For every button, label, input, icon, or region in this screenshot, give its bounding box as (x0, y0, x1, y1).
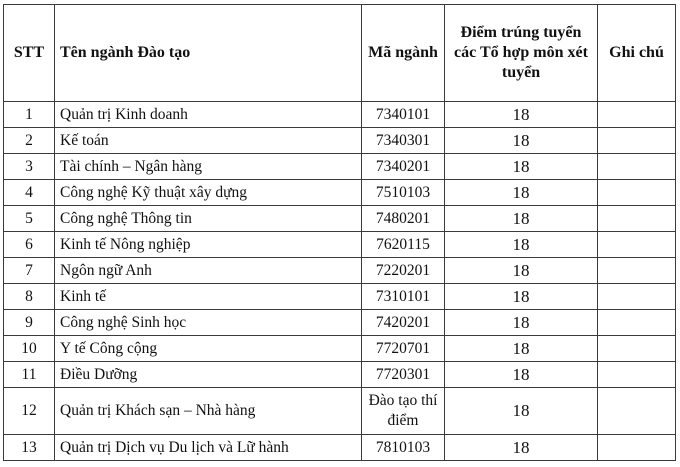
row-major-code: 7220201 (362, 258, 445, 284)
table-row (4, 154, 676, 180)
row-stt: 5 (4, 206, 55, 232)
row-stt: 8 (4, 284, 55, 310)
header-major-name: Tên ngành Đào tạo (55, 5, 362, 102)
row-major-name: Công nghệ Kỹ thuật xây dựng (55, 180, 362, 206)
row-major-name: Tài chính – Ngân hàng (55, 154, 362, 180)
row-admission-score: 18 (445, 206, 598, 232)
row-major-name: Quản trị Khách sạn – Nhà hàng (55, 388, 362, 435)
table-row (4, 284, 676, 310)
row-major-code: 7310101 (362, 284, 445, 310)
header-admission-score: Điểm trúng tuyển các Tổ hợp môn xét tuyển (445, 5, 598, 102)
row-admission-score: 18 (445, 388, 598, 435)
row-note (598, 284, 676, 310)
row-note (598, 388, 676, 435)
row-major-code: 7340101 (362, 102, 445, 128)
row-note (598, 258, 676, 284)
table-row (4, 435, 676, 461)
row-major-code: 7340201 (362, 154, 445, 180)
row-major-name: Quản trị Kinh doanh (55, 102, 362, 128)
table-row (4, 180, 676, 206)
row-stt: 2 (4, 128, 55, 154)
row-note (598, 154, 676, 180)
row-major-code: 7420201 (362, 310, 445, 336)
row-stt: 12 (4, 388, 55, 435)
row-admission-score: 18 (445, 102, 598, 128)
row-admission-score: 18 (445, 362, 598, 388)
row-admission-score: 18 (445, 310, 598, 336)
table-row (4, 362, 676, 388)
row-major-code: 7720701 (362, 336, 445, 362)
table-row (4, 258, 676, 284)
row-major-code: 7720301 (362, 362, 445, 388)
table-body (4, 102, 676, 461)
row-note (598, 128, 676, 154)
row-note (598, 102, 676, 128)
header-major-code: Mã ngành (362, 5, 445, 102)
table-row (4, 310, 676, 336)
row-note (598, 232, 676, 258)
row-admission-score: 18 (445, 154, 598, 180)
row-note (598, 180, 676, 206)
row-major-code: 7340301 (362, 128, 445, 154)
row-major-name: Ngôn ngữ Anh (55, 258, 362, 284)
row-note (598, 206, 676, 232)
row-major-code: 7810103 (362, 435, 445, 461)
table-row (4, 206, 676, 232)
row-stt: 1 (4, 102, 55, 128)
row-major-code: 7620115 (362, 232, 445, 258)
row-major-name: Công nghệ Thông tin (55, 206, 362, 232)
row-note (598, 362, 676, 388)
header-note: Ghi chú (598, 5, 676, 102)
row-major-code: Đào tạo thí điểm (362, 388, 445, 435)
row-stt: 7 (4, 258, 55, 284)
table-row (4, 388, 676, 435)
row-admission-score: 18 (445, 258, 598, 284)
header-stt: STT (4, 5, 55, 102)
admissions-score-table (3, 4, 676, 461)
row-note (598, 435, 676, 461)
row-major-name: Kinh tế Nông nghiệp (55, 232, 362, 258)
table-row (4, 128, 676, 154)
table-row (4, 336, 676, 362)
row-admission-score: 18 (445, 180, 598, 206)
row-admission-score: 18 (445, 284, 598, 310)
row-major-code: 7480201 (362, 206, 445, 232)
row-stt: 11 (4, 362, 55, 388)
table-row (4, 232, 676, 258)
row-major-name: Điều Dưỡng (55, 362, 362, 388)
table-header-row (4, 5, 676, 102)
row-admission-score: 18 (445, 336, 598, 362)
row-stt: 4 (4, 180, 55, 206)
row-major-name: Kinh tế (55, 284, 362, 310)
table-row (4, 102, 676, 128)
row-admission-score: 18 (445, 435, 598, 461)
row-major-name: Quản trị Dịch vụ Du lịch và Lữ hành (55, 435, 362, 461)
row-stt: 10 (4, 336, 55, 362)
row-stt: 13 (4, 435, 55, 461)
row-stt: 6 (4, 232, 55, 258)
row-stt: 9 (4, 310, 55, 336)
row-admission-score: 18 (445, 128, 598, 154)
row-major-name: Y tế Công cộng (55, 336, 362, 362)
row-major-name: Công nghệ Sinh học (55, 310, 362, 336)
row-stt: 3 (4, 154, 55, 180)
row-note (598, 310, 676, 336)
row-admission-score: 18 (445, 232, 598, 258)
row-major-name: Kế toán (55, 128, 362, 154)
row-major-code: 7510103 (362, 180, 445, 206)
row-note (598, 336, 676, 362)
